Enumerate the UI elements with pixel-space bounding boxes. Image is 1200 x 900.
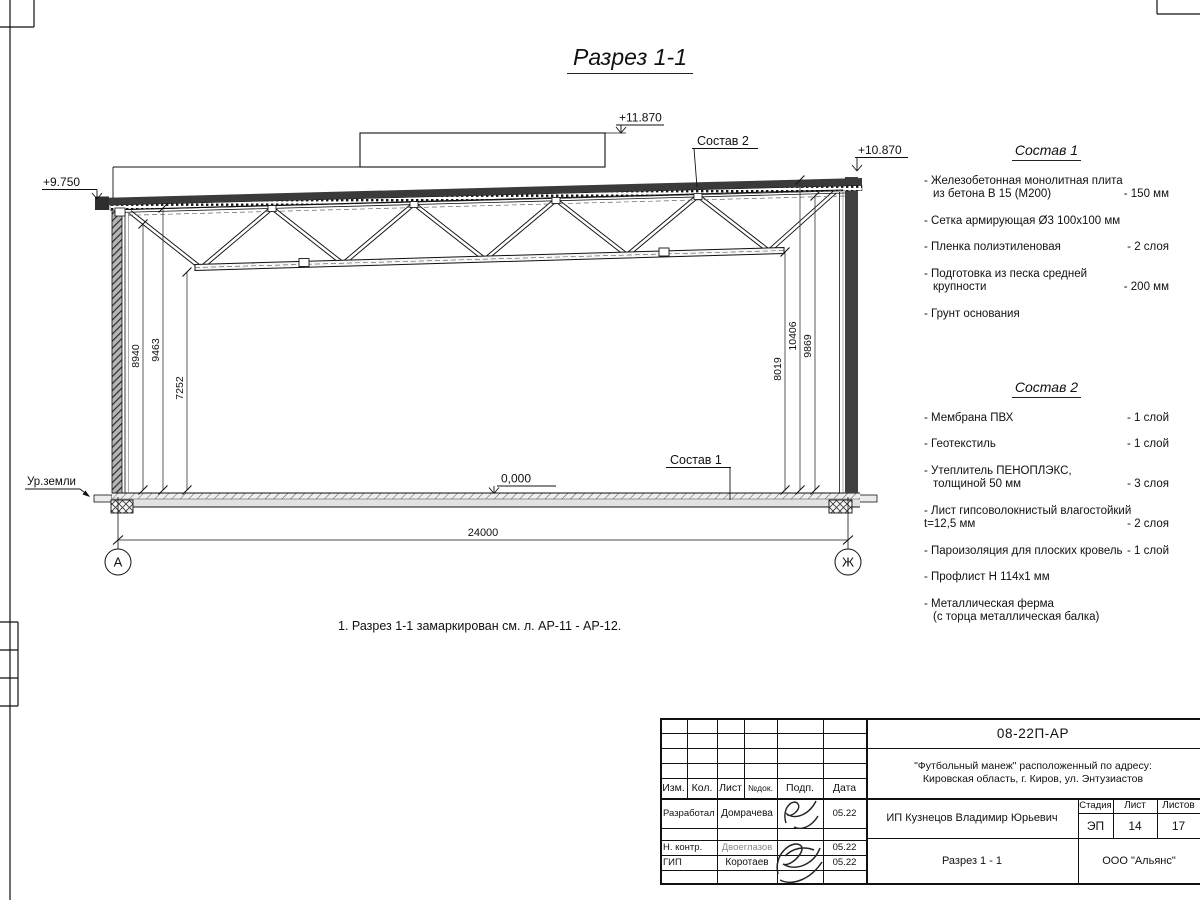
- page-title: Разрез 1-1: [500, 44, 760, 71]
- tb-role-gip: ГИП: [663, 857, 682, 868]
- list-item: - Металлическая ферма (с торца металлическая балка): [924, 597, 1100, 623]
- foundation-right: [829, 500, 852, 513]
- list-item: - Мембрана ПВХ - 1 слой: [924, 411, 1169, 424]
- composition-2-title: Состав 2: [924, 381, 1169, 395]
- tb-role-ncontr: Н. контр.: [663, 842, 703, 853]
- tb-doc-code: 08-22П-АР: [996, 725, 1070, 741]
- dim-left-3: 7252: [174, 376, 186, 400]
- list-item: - Профлист Н 114х1 мм: [924, 571, 1050, 583]
- tb-date-gip: 05.22: [832, 857, 857, 868]
- tb-date-ncontr: 05.22: [832, 842, 857, 853]
- dim-right-1: 8019: [772, 357, 784, 381]
- floor-slab: [94, 493, 877, 513]
- elevation-right-roof: +10.870: [858, 143, 902, 157]
- tb-header-list: Лист: [719, 782, 742, 794]
- tb-header-ndok: №док.: [748, 783, 773, 793]
- tb-client: ИП Кузнецов Владимир Юрьевич: [886, 812, 1058, 824]
- list-item: - Грунт основания: [924, 307, 1020, 320]
- dim-right-3: 9869: [802, 334, 814, 358]
- list-item: - Сетка армирующая Ø3 100х100 мм: [924, 214, 1121, 227]
- composition-1-title: Состав 1: [924, 144, 1169, 158]
- dim-left-1: 8940: [130, 344, 142, 368]
- elevation-floor: 0,000: [501, 471, 532, 486]
- truss-bottom-chord: [195, 248, 784, 271]
- leader-sostav2: Состав 2: [697, 134, 749, 148]
- composition-2-list: [924, 381, 1169, 638]
- tb-sheets-total: 17: [1171, 818, 1186, 833]
- tb-name-ncontr: Двоеглазов: [721, 842, 773, 853]
- height-dimensions: [139, 176, 820, 495]
- drawing-note: 1. Разрез 1-1 замаркирован см. л. АР-11 - АР-12.: [338, 619, 622, 633]
- tb-date-developer: 05.22: [832, 807, 857, 819]
- list-item: - Лист гипсоволокнистый влагостойкий t=12,5 мм - 2 слоя: [924, 504, 1169, 530]
- tb-header-podp: Подп.: [786, 782, 814, 794]
- composition-1-list: [924, 144, 1169, 334]
- tb-stage-header: Стадия: [1079, 800, 1112, 811]
- dim-right-2: 10406: [787, 321, 799, 351]
- list-item: - Пароизоляция для плоских кровель - 1 слой: [924, 544, 1169, 557]
- elevation-unit-top: +11.870: [619, 110, 662, 125]
- list-item: - Утеплитель ПЕНОПЛЭКС, толщиной 50 мм - 3 слоя: [924, 464, 1169, 490]
- foundation-left: [111, 500, 133, 513]
- tb-stage-value: ЭП: [1086, 818, 1105, 833]
- axis-label-a: А: [113, 554, 123, 570]
- elevation-left-roof: +9.750: [43, 175, 81, 189]
- list-item: - Пленка полиэтиленовая - 2 слоя: [924, 241, 1169, 253]
- ground-level-label: Ур.земли: [27, 476, 76, 488]
- axis-label-zh: Ж: [841, 554, 855, 570]
- tb-sheet-number: 14: [1128, 818, 1142, 833]
- tb-company: ООО "Альянс": [1102, 854, 1176, 867]
- tb-header-kol: Кол.: [691, 782, 713, 794]
- wall-left: [112, 209, 122, 493]
- tb-header-data: Дата: [832, 782, 857, 794]
- axis-bubbles: [105, 549, 861, 575]
- list-item: - Подготовка из песка средней крупности - 200 мм: [924, 267, 1169, 293]
- list-item: - Железобетонная монолитная плита из бетона В 15 (М200) - 150 мм: [924, 174, 1169, 200]
- tb-name-gip: Коротаев: [725, 857, 769, 868]
- wall-right: [845, 177, 858, 493]
- title-block: [660, 718, 1200, 885]
- span-dim-label: 24000: [467, 527, 499, 539]
- tb-sheet-title: Разрез 1 - 1: [941, 854, 1003, 867]
- tb-header-izm: Изм.: [662, 782, 685, 794]
- tb-name-developer: Домрачева: [721, 807, 773, 819]
- tb-list-header: Лист: [1124, 800, 1146, 811]
- tb-role-developer: Разработал: [663, 807, 715, 819]
- list-item: - Геотекстиль - 1 слой: [924, 438, 1169, 450]
- signature-icon: [770, 836, 826, 884]
- tb-listov-header: Листов: [1162, 800, 1195, 811]
- tb-project-address: "Футбольный манеж" расположенный по адресу: Кировская область, г. Киров, ул. Энтузиастов: [914, 760, 1152, 785]
- dim-left-2: 9463: [150, 338, 162, 362]
- leader-sostav1: Состав 1: [670, 453, 722, 467]
- signature-icon: [776, 795, 824, 835]
- roof: [95, 178, 862, 216]
